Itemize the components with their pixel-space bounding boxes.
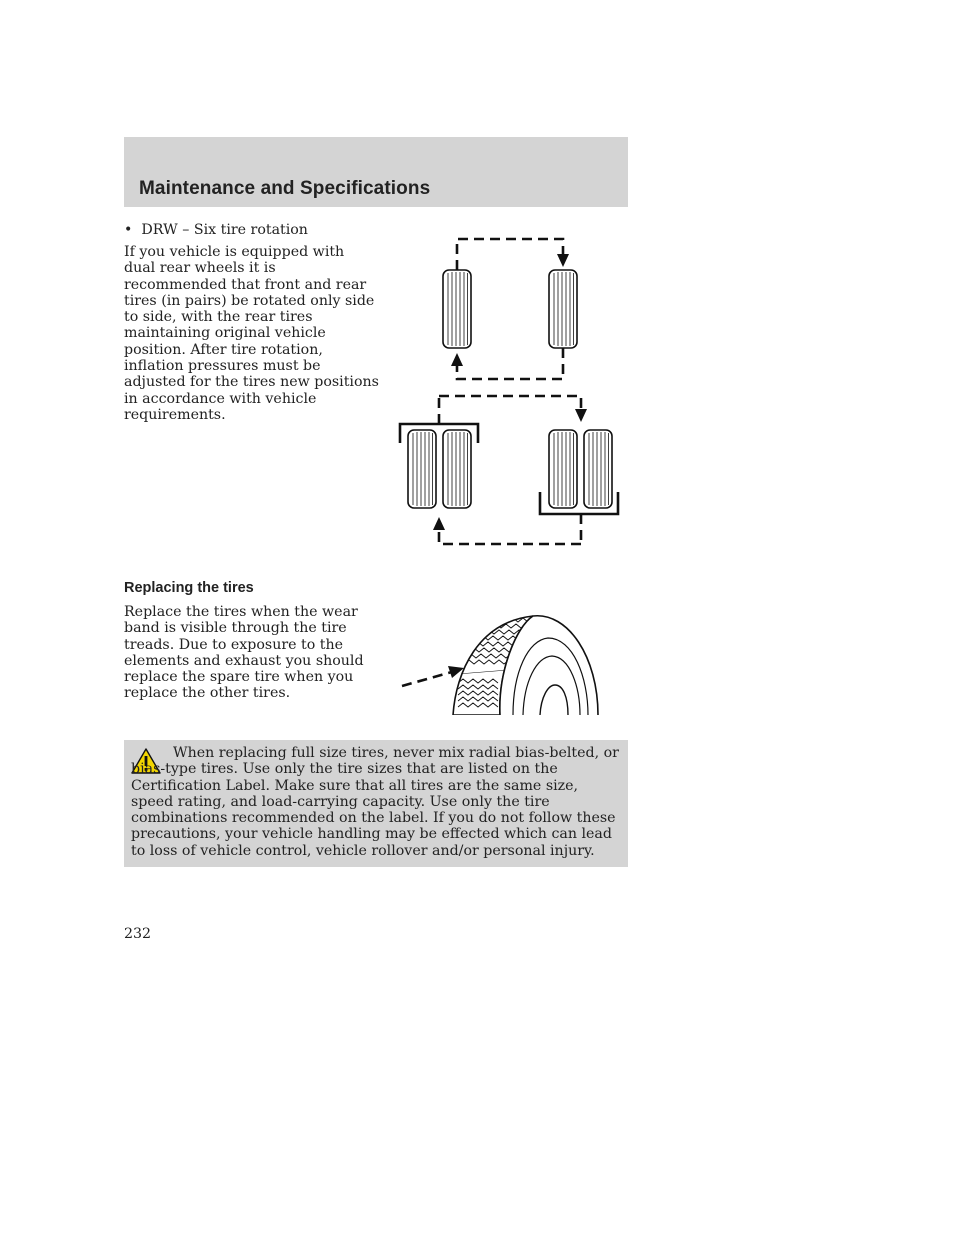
front-left-tire [443, 270, 471, 348]
bullet-text: DRW – Six tire rotation [141, 222, 308, 238]
arrow-down-icon [575, 409, 587, 422]
bullet-item [124, 222, 308, 238]
section-header [124, 137, 628, 207]
rear-left-inner-tire [443, 430, 471, 508]
arrow-down-icon [557, 254, 569, 267]
front-right-tire [549, 270, 577, 348]
replacing-tires-heading: Replacing the tires [124, 580, 254, 596]
warning-box [124, 740, 628, 867]
rear-right-outer-tire [584, 430, 612, 508]
rear-left-outer-tire [408, 430, 436, 508]
arrow-up-icon [433, 517, 445, 530]
page-number: 232 [124, 926, 152, 942]
arrow-up-icon [451, 353, 463, 366]
replacing-paragraph: Replace the tires when the wear band is visible through the tire treads. Due to exposure to the elements and exhaust you should replace the spare tire when you replace the other tires. [124, 604, 364, 702]
section-title: Maintenance and Specifications [139, 178, 431, 199]
six-tire-rotation-diagram [396, 236, 626, 551]
rotation-paragraph: If you vehicle is equipped with dual rear wheels it is recommended that front and rear tires (in pairs) be rotated only side to side, with the rear tires maintaining original vehicle position. After tire rotation, inflation pressures must be adjusted for the tires new positions in accordance with vehicle requirements. [124, 244, 379, 423]
rear-right-inner-tire [549, 430, 577, 508]
warning-text-block [131, 745, 623, 859]
tire-wear-band-illustration [398, 612, 603, 717]
bullet-marker: • [124, 222, 133, 238]
warning-text: When replacing full size tires, never mix radial bias-belted, or bias-type tires. Use only the tire sizes that are listed on the Certification Label. Make sure that all tires are the same size, speed rating, and load-carrying capacity. Use only the tire combinations recommended on the label. If you do not follow these precautions, your vehicle handling may be effected which can lead to loss of vehicle control, vehicle rollover and/or personal injury. [131, 745, 619, 859]
